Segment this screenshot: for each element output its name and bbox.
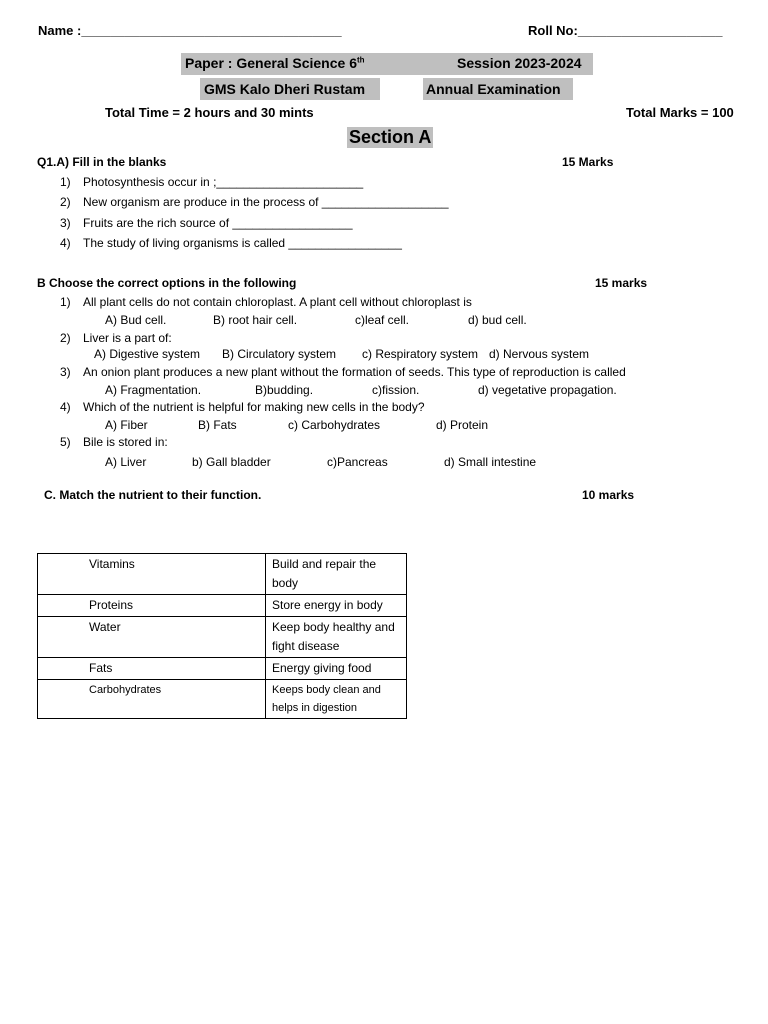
option: d) vegetative propagation. <box>478 383 617 397</box>
option: c) Respiratory system <box>362 347 479 361</box>
option: c)leaf cell. <box>355 313 410 327</box>
q1a-item-num: 3) <box>60 216 71 230</box>
table-row <box>38 554 407 595</box>
name-field-label: Name :____________________________________ <box>38 23 342 38</box>
function-cell: Keeps body clean and helps in digestion <box>266 680 407 719</box>
option: B) root hair cell. <box>213 313 298 327</box>
nutrient-cell: Vitamins <box>38 554 266 595</box>
option: A) Fragmentation. <box>105 383 202 397</box>
q1b-item-num: 1) <box>60 295 71 309</box>
q1b-item-num: 2) <box>60 331 71 345</box>
q1a-item-text: Photosynthesis occur in ;______________________ <box>83 175 364 189</box>
nutrient-cell: Carbohydrates <box>38 680 266 719</box>
option: B) Circulatory system <box>222 347 337 361</box>
q1b-item-num: 4) <box>60 400 71 414</box>
nutrient-cell: Water <box>38 617 266 658</box>
q1a-item-num: 1) <box>60 175 71 189</box>
option: d) Nervous system <box>489 347 590 361</box>
table-row <box>38 617 407 658</box>
option: d) bud cell. <box>468 313 527 327</box>
option: c)fission. <box>372 383 420 397</box>
q1b-item-text: Bile is stored in: <box>83 435 168 449</box>
table-row <box>38 680 407 719</box>
function-cell: Energy giving food <box>266 658 407 680</box>
nutrient-cell: Fats <box>38 658 266 680</box>
option: B)budding. <box>255 383 314 397</box>
section-title: Section A <box>349 127 432 147</box>
total-marks: Total Marks = 100 <box>626 105 734 120</box>
q1c-marks: 10 marks <box>582 488 635 502</box>
function-cell: Store energy in body <box>266 595 407 617</box>
match-table <box>37 553 407 719</box>
total-time: Total Time = 2 hours and 30 mints <box>105 105 314 120</box>
q1a-item-text: Fruits are the rich source of __________________ <box>83 216 353 230</box>
q1b-heading: B Choose the correct options in the following <box>37 276 297 290</box>
q1a-item-num: 4) <box>60 236 71 250</box>
option: A) Fiber <box>105 418 148 432</box>
option: c) Carbohydrates <box>288 418 381 432</box>
q1a-item-num: 2) <box>60 195 71 209</box>
q1b-item-text: All plant cells do not contain chloroplast. A plant cell without chloroplast is <box>83 295 472 309</box>
q1b-item-num: 5) <box>60 435 71 449</box>
q1b-item-text: Liver is a part of: <box>83 331 172 345</box>
table-row <box>38 658 407 680</box>
school-name: GMS Kalo Dheri Rustam <box>204 81 366 97</box>
option: d) Protein <box>436 418 489 432</box>
q1a-item-text: The study of living organisms is called _________________ <box>83 236 402 250</box>
function-cell: Build and repair the body <box>266 554 407 595</box>
function-cell: Keep body healthy and fight disease <box>266 617 407 658</box>
nutrient-cell: Proteins <box>38 595 266 617</box>
paper-title: Paper : General Science 6th <box>185 55 365 71</box>
q1b-item-text: An onion plant produces a new plant without the formation of seeds. This type of reproduction is called <box>83 365 626 379</box>
option: B) Fats <box>198 418 237 432</box>
q1a-heading: Q1.A) Fill in the blanks <box>37 155 167 169</box>
exam-name: Annual Examination <box>426 81 561 97</box>
q1b-item-text: Which of the nutrient is helpful for making new cells in the body? <box>83 400 425 414</box>
option: A) Bud cell. <box>105 313 167 327</box>
option: b) Gall bladder <box>192 455 271 469</box>
option: A) Digestive system <box>94 347 201 361</box>
option: d) Small intestine <box>444 455 537 469</box>
option: A) Liver <box>105 455 147 469</box>
q1b-marks: 15 marks <box>595 276 648 290</box>
q1a-item-text: New organism are produce in the process of ___________________ <box>83 195 449 209</box>
table-row <box>38 595 407 617</box>
q1a-marks: 15 Marks <box>562 155 614 169</box>
option: c)Pancreas <box>327 455 388 469</box>
roll-number-field-label: Roll No:____________________ <box>528 23 723 38</box>
q1b-item-num: 3) <box>60 365 71 379</box>
q1c-heading: C. Match the nutrient to their function. <box>44 488 262 502</box>
session-label: Session 2023-2024 <box>457 55 582 71</box>
